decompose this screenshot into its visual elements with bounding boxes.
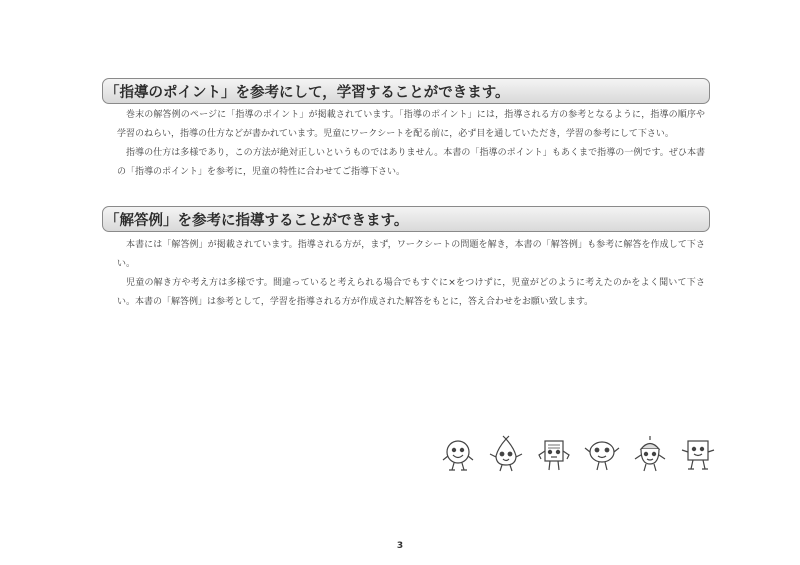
- section-body-teaching-points: [117, 106, 705, 182]
- mascot-characters: [438, 434, 718, 474]
- bean-mascot-icon: [582, 434, 622, 474]
- section-heading-teaching-points: 「指導のポイント」を参考にして，学習することができます。: [102, 78, 710, 104]
- paragraph: 指導の仕方は多様であり，この方法が絶対正しいというものではありません。本書の「指導のポイント」もあくまで指導の一例です。ぜひ本書の「指導のポイント」を参考に，児童の特性に合わせてご指導下さい。: [117, 148, 705, 177]
- acorn-mascot-icon: [630, 434, 670, 474]
- paragraph: 本書には「解答例」が掲載されています。指導される方が，まず，ワークシートの問題を解き，本書の「解答例」も参考に解答を作成して下さい。: [117, 240, 705, 269]
- page-number: 3: [396, 541, 404, 551]
- box-mascot-icon: [534, 434, 574, 474]
- paragraph: 児童の解き方や考え方は多様です。間違っていると考えられる場合でもすぐに×をつけずに，児童がどのように考えたのかをよく聞いて下さい。本書の「解答例」は参考として，学習を指導される方が作成された解答をもとに，答え合わせをお願い致します。: [117, 278, 705, 307]
- section-body-answer-examples: [117, 236, 705, 312]
- section-heading-answer-examples: 「解答例」を参考に指導することができます。: [102, 206, 710, 232]
- paragraph: 巻末の解答例のページに「指導のポイント」が掲載されています。「指導のポイント」には，指導される方の参考となるように，指導の順序や学習のねらい，指導の仕方などが書かれています。児童にワークシートを配る前に，必ず目を通していただき，学習の参考にして下さい。: [117, 110, 705, 139]
- onion-mascot-icon: [486, 434, 526, 474]
- block-mascot-icon: [678, 434, 718, 474]
- round-face-mascot-icon: [438, 434, 478, 474]
